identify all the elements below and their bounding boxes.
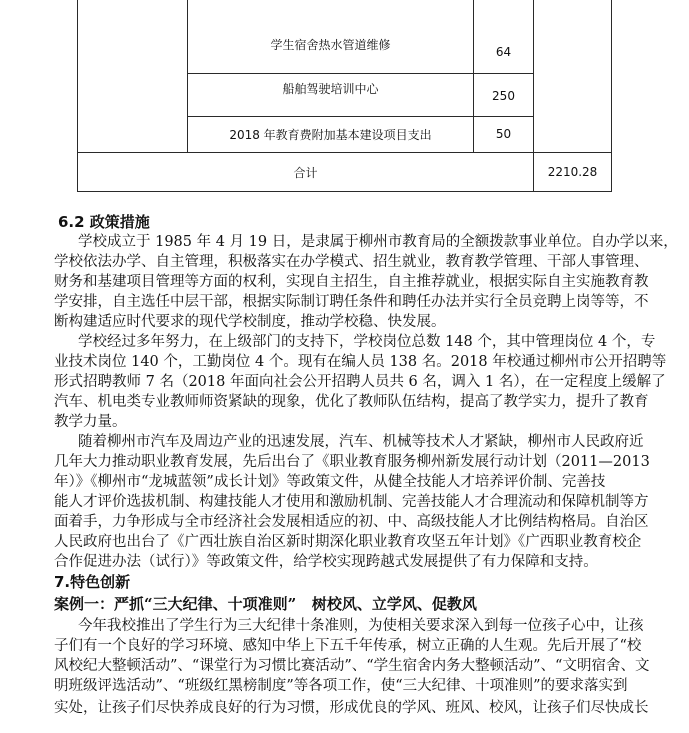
paragraph-line: 实处，让孩子们尽快养成良好的行为习惯，形成优良的学风、班风、校风，让孩子们尽快成长 <box>54 700 649 716</box>
paragraph-line: 面着手，力争形成与全市经济社会发展相适应的初、中、高级技能人才比例结构格局。自治区 <box>54 514 649 530</box>
table-cell-item: 2018 年教育费附加基本建设项目支出 <box>229 127 432 142</box>
paragraph-line: 学校经过多年努力，在上级部门的支持下，学校岗位总数 148 个，其中管理岗位 4 个，专 <box>78 334 656 350</box>
paragraph-line: 随着柳州市汽车及周边产业的迅速发展，汽车、机械等技术人才紧缺，柳州市人民政府近 <box>78 434 644 450</box>
table-cell-amount: 50 <box>495 127 512 141</box>
paragraph-line: 几年大力推动职业教育发展，先后出台了《职业教育服务柳州新发展行动计划（2011—2013 <box>54 454 650 470</box>
table-total-amount: 2210.28 <box>547 165 598 179</box>
paragraph-line: 教学力量。 <box>54 414 127 430</box>
paragraph-line: 今年我校推出了学生行为三大纪律十条准则，为使相关要求深入到每一位孩子心中，让孩 <box>78 618 644 634</box>
paragraph-line: 年）》《柳州市“龙城蓝领”成长计划》等政策文件，从健全技能人才培养评价制、完善技 <box>54 474 606 490</box>
paragraph-line: 业技术岗位 140 个，工勤岗位 4 个。现有在编人员 138 名。2018 年校通过柳州市公开招聘等 <box>54 354 667 370</box>
paragraph-line: 学校依法办学、自主管理，积极落实在办学模式、招生就业，教育教学管理、干部人事管理、 <box>54 254 649 270</box>
paragraph-line: 合作促进办法（试行）》等政策文件，给学校实现跨越式发展提供了有力保障和支持。 <box>54 554 598 570</box>
table-cell-amount: 64 <box>495 45 512 59</box>
table-hline <box>187 73 534 74</box>
paragraph-line: 风校纪大整顿活动”、“课堂行为习惯比赛活动”、“学生宿舍内务大整顿活动”、“文明宿舍、文 <box>54 658 650 674</box>
table-cell-amount: 250 <box>492 89 515 103</box>
table-hline <box>77 152 612 153</box>
table-total-label: 合计 <box>293 165 318 180</box>
paragraph-line: 能人才评价选拔机制、构建技能人才使用和激励机制、完善技能人才合理流动和保障机制等方 <box>54 494 649 510</box>
paragraph-line: 形式招聘教师 7 名（2018 年面向社会公开招聘人员共 6 名，调入 1 名），在一定程度上缓解了 <box>54 374 666 390</box>
case-title: 案例一：严抓“三大纪律、十项准则” 树校风、立学风、促教风 <box>54 595 477 613</box>
table-cell-item: 学生宿舍热水管道维修 <box>270 38 391 52</box>
section-heading: 7.特色创新 <box>54 573 131 591</box>
table-cell-item: 船舶驾驶培训中心 <box>282 81 379 96</box>
paragraph-line: 人民政府也出台了《广西壮族自治区新时期深化职业教育攻坚五年计划》《广西职业教育校企 <box>54 534 642 550</box>
paragraph-line: 财务和基建项目管理等方面的权利，实现自主招生，自主推荐就业，根据实际自主实施教育教 <box>54 274 649 290</box>
paragraph-line: 学校成立于 1985 年 4 月 19 日，是隶属于柳州市教育局的全额拨款事业单位。自办学以来， <box>78 234 678 250</box>
budget-table <box>0 0 689 195</box>
paragraph-line: 断构建适应时代要求的现代学校制度，推动学校稳、快发展。 <box>54 314 446 330</box>
paragraph-line: 明班级评选活动”、“班级红黑榜制度”等各项工作，使“三大纪律、十项准则”的要求落实到 <box>54 678 628 694</box>
paragraph-line: 学安排，自主选任中层干部，根据实际制订聘任条件和聘任办法并实行全员竞聘上岗等等，不 <box>54 294 649 310</box>
paragraph-line: 汽车、机电类专业教师师资紧缺的现象，优化了教师队伍结构，提高了教学实力，提升了教育 <box>54 394 649 410</box>
table-border-bottom <box>77 191 612 192</box>
table-border-right <box>611 0 612 192</box>
table-hline <box>187 116 534 117</box>
section-heading: 6.2 政策措施 <box>58 213 150 231</box>
paragraph-line: 子们有一个良好的学习环境、感知中华上下五千年传承，树立正确的人生观。先后开展了“校 <box>54 638 642 654</box>
